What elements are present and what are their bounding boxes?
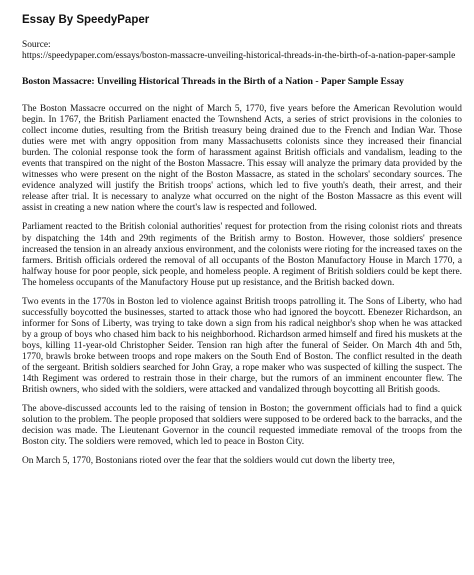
paragraph: The above-discussed accounts led to the raising of tension in Boston; the government officials had to find a quick solution to the problem. The people proposed that soldiers were supposed to be ordered back to the barracks, and the decision was made. The Lieutenant Governor in the council requested immediate removal of the troops from the Boston city. The soldiers were removed, which led to peace in Boston City. xyxy=(22,404,462,448)
source-label: Source: xyxy=(22,40,51,50)
paragraph: The Boston Massacre occurred on the night of March 5, 1770, five years before the American Revolution would begin. In 1767, the British Parliament enacted the Townshend Acts, a series of strict provisions in the colonies to collect income duties, resulting from the British treasury being drained due to the French and Indian War. Those duties were met with angry opposition from many Massachusetts colonists since they increased their financial burden. The colonial response took the form of harassment against British officials and vandalism, leading to the events that transpired on the night of the Boston Massacre. This essay will analyze the primary data provided by the witnesses who were present on the night of the Boston Massacre, as stated in the scholars' secondary sources. The evidence analyzed will justify the British troops' actions, which led to five youth's death, their arrest, and their release after trial. It is necessary to analyze what occurred on the night of the Boston Massacre as this event will assist in creating a new nation where the court's law is respected and followed. xyxy=(22,104,462,214)
brand-heading: Essay By SpeedyPaper xyxy=(22,14,150,26)
paragraph: On March 5, 1770, Bostonians rioted over the fear that the soldiers would cut down the liberty tree, xyxy=(22,456,395,467)
essay-title: Boston Massacre: Unveiling Historical Threads in the Birth of a Nation - Paper Sample Essay xyxy=(22,76,404,87)
paragraph: Parliament reacted to the British colonial authorities' request for protection from the rising colonist riots and threats by dispatching the 14th and 29th regiments of the British army to Boston. However, those soldiers' presence increased the tension in an already anxious environment, and the colonists were rioting for the increased taxes on the farmers. British officials ordered the removal of all occupants of the Boston Manufactory House in March 1770, a halfway house for poor people, sick people, and homeless people. A regiment of British soldiers could be kept there. The homeless occupants of the Manufactory House put up resistance, and the British backed down. xyxy=(22,222,462,288)
source-block xyxy=(22,40,462,62)
paragraph: Two events in the 1770s in Boston led to violence against British troops patrolling it. The Sons of Liberty, who had successfully boycotted the businesses, started to attack those who had ignored the boycott. Ebenezer Richardson, an informer for Sons of Liberty, was trying to take down a sign from his radical neighbor's shop when he was attacked by a group of boys who chased him back to his neighborhood. Richardson armed himself and fired his muskets at the boys, killing 11-year-old Christopher Seider. Tension ran high after the funeral of Seider. On March 4th and 5th, 1770, brawls broke between troops and rope makers on the South End of Boston. The conflict resulted in the death of the sergeant. British soldiers searched for John Gray, a rope maker who was suspected of killing the suspect. The 14th Regiment was ordered to restrain those in their charge, but the rumors of an imminent encounter flew. The British owners, who sided with the soldiers, were attacked and vandalized through boycotting all British goods. xyxy=(22,296,462,396)
source-url: https://speedypaper.com/essays/boston-massacre-unveiling-historical-threads-in-the-birth-of-a-nation-paper-sample xyxy=(22,51,456,61)
